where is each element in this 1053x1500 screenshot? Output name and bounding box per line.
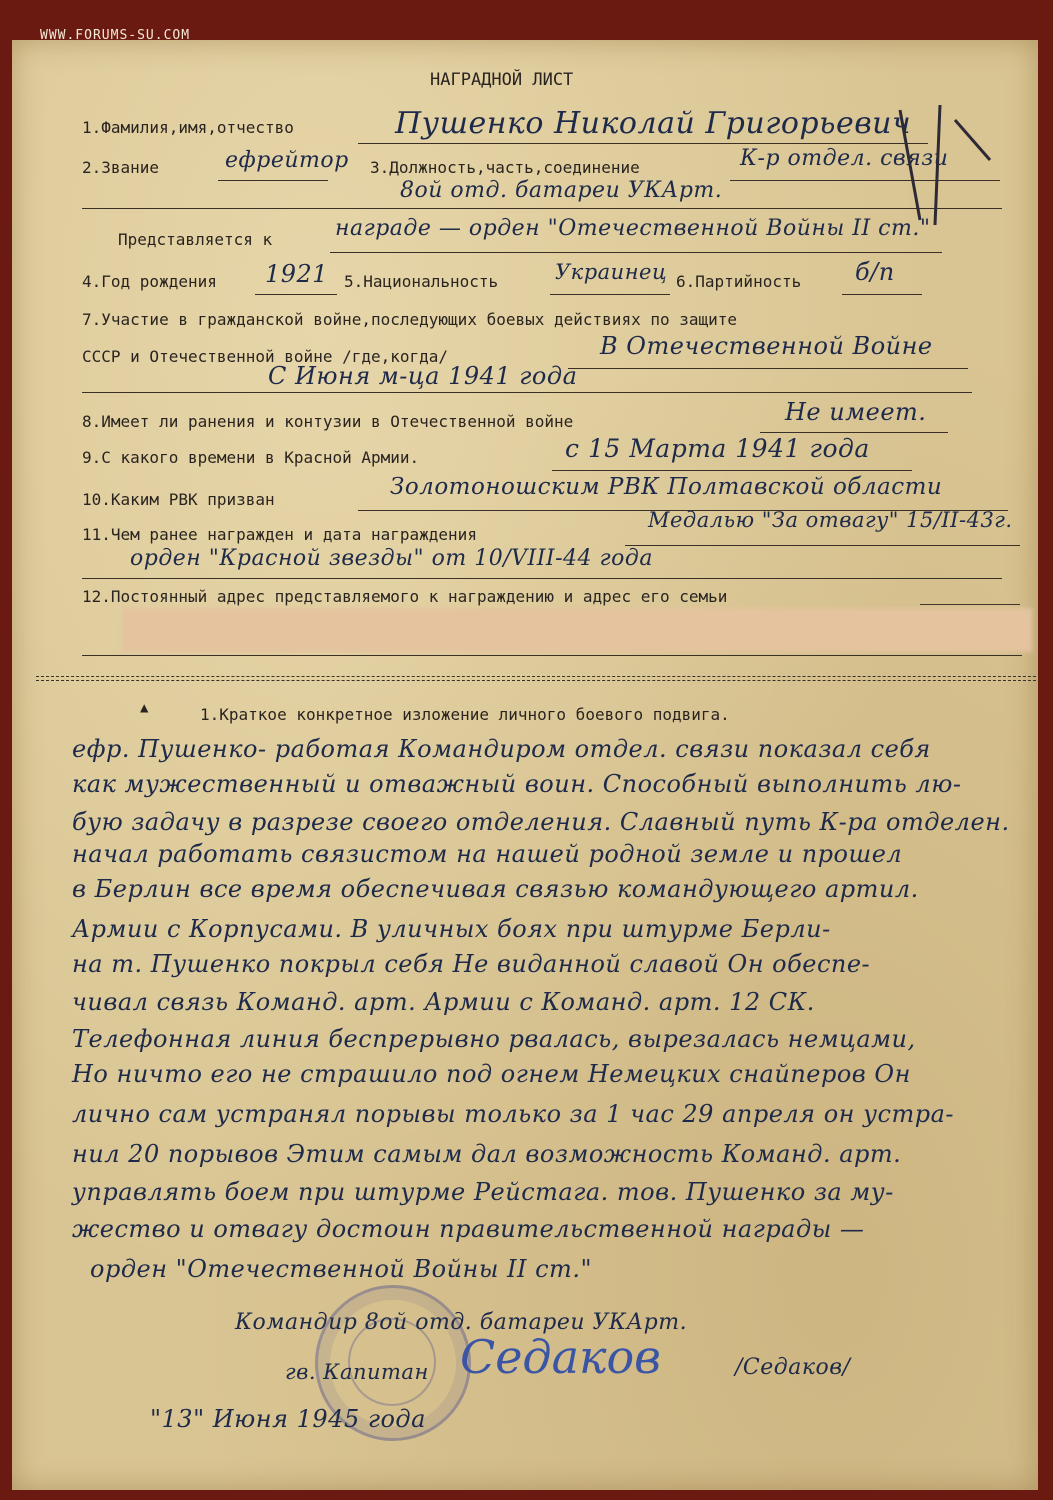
presented-label: Представляется к <box>118 230 273 249</box>
field-position-value-2: 8ой отд. батареи УКАрт. <box>400 178 723 203</box>
pen-mark-icon <box>880 100 1000 240</box>
narrative-line: Армии с Корпусами. В уличных боях при штурме Берли- <box>72 915 831 943</box>
field-participation-rule <box>568 368 968 369</box>
field-recruitment-label: 10.Каким РВК призван <box>82 490 275 509</box>
field-participation-rule-2 <box>82 392 972 393</box>
field-rank-rule <box>218 180 328 181</box>
field-prior-awards-label: 11.Чем ранее награжден и дата награждения <box>82 525 477 544</box>
watermark: WWW.FORUMS-SU.COM <box>40 28 191 43</box>
field-rank-label: 2.Звание <box>82 158 160 177</box>
field-party-label: 6.Партийность <box>676 272 802 291</box>
field-nationality-rule <box>550 294 670 295</box>
sheet-date: "13" Июня 1945 года <box>150 1405 426 1433</box>
field-position-value: К-р отдел. связи <box>740 146 949 171</box>
narrative-line: управлять боем при штурме Рейстага. тов. Пушенко за му- <box>72 1178 894 1206</box>
field-prior-awards-rule-2 <box>82 578 1002 579</box>
narrative-line: как мужественный и отважный воин. Способный выполнить лю- <box>72 770 962 798</box>
field-party-rule <box>842 294 922 295</box>
signatory-name: /Седаков/ <box>735 1355 851 1380</box>
presented-value: награде — орден "Отечественной Войны II ст." <box>335 216 931 241</box>
field-birth-year-rule <box>255 294 337 295</box>
field-position-label: 3.Должность,часть,соединение <box>370 158 640 177</box>
narrative-line: начал работать связистом на нашей родной земле и прошел <box>72 840 903 868</box>
narrative-line: чивал связь Команд. арт. Армии с Команд. арт. 12 СК. <box>72 988 815 1016</box>
field-prior-awards-value-2: орден "Красной звезды" от 10/VIII-44 года <box>130 546 653 571</box>
field-service-value: с 15 Марта 1941 года <box>565 434 870 463</box>
presented-rule <box>330 252 942 253</box>
field-participation-label-b: СССР и Отечественной войне /где,когда/ <box>82 347 449 366</box>
field-name-value: Пушенко Николай Григорьевич <box>395 106 912 141</box>
field-wounds-rule <box>760 432 948 433</box>
field-nationality-value: Украинец <box>555 260 668 284</box>
field-name-label: 1.Фамилия,имя,отчество <box>82 118 294 137</box>
narrative-line: Телефонная линия беспрерывно рвалась, вырезалась немцами, <box>72 1025 916 1053</box>
narrative-line: в Берлин все время обеспечивая связью командующего артил. <box>72 875 919 903</box>
redacted-address <box>122 608 1032 652</box>
signatory-rank: гв. Капитан <box>285 1360 429 1384</box>
narrative-line: ефр. Пушенко- работая Командиром отдел. связи показал себя <box>72 735 931 763</box>
field-participation-value-2: С Июня м-ца 1941 года <box>268 362 578 390</box>
field-prior-awards-rule <box>625 545 1020 546</box>
field-address-rule <box>920 604 1020 605</box>
narrative-line: жество и отвагу достоин правительственной награды — <box>72 1215 865 1243</box>
field-nationality-label: 5.Национальность <box>344 272 499 291</box>
section-divider <box>36 676 1036 681</box>
field-prior-awards-value: Медалью "За отвагу" 15/II-43г. <box>648 508 1013 532</box>
document-title: НАГРАДНОЙ ЛИСТ <box>430 70 574 90</box>
narrative-line: Но ничто его не страшило под огнем Немецких снайперов Он <box>72 1060 911 1088</box>
field-address-rule-2 <box>82 655 1022 656</box>
field-rank-value: ефрейтор <box>225 148 349 173</box>
narrative-line: орден "Отечественной Войны II ст." <box>90 1255 592 1283</box>
section-title: 1.Краткое конкретное изложение личного боевого подвига. <box>200 705 730 724</box>
field-participation-label-a: 7.Участие в гражданской войне,последующих боевых действиях по защите <box>82 310 738 329</box>
field-address-label: 12.Постоянный адрес представляемого к награждению и адрес его семьи <box>82 587 728 606</box>
field-birth-year-value: 1921 <box>265 260 329 288</box>
narrative-line: нил 20 порывов Этим самым дал возможность Команд. арт. <box>72 1140 902 1168</box>
field-service-label: 9.С какого времени в Красной Армии. <box>82 448 420 467</box>
field-recruitment-value: Золотоношским РВК Полтавской области <box>390 474 943 500</box>
field-birth-year-label: 4.Год рождения <box>82 272 217 291</box>
signature-scribble: Седаков <box>460 1330 661 1384</box>
field-name-rule <box>358 143 928 144</box>
narrative-line: на т. Пушенко покрыл себя Не виданной славой Он обеспе- <box>72 950 871 978</box>
signatory-position: Командир 8ой отд. батареи УКАрт. <box>235 1310 688 1335</box>
field-participation-value: В Отечественной Войне <box>600 332 933 360</box>
field-party-value: б/п <box>855 258 895 286</box>
field-wounds-value: Не имеет. <box>785 398 927 426</box>
field-service-rule <box>552 470 912 471</box>
field-position-rule-2 <box>82 208 1002 209</box>
narrative-line: бую задачу в разрезе своего отделения. Славный путь К-ра отделен. <box>72 808 1010 836</box>
field-wounds-label: 8.Имеет ли ранения и контузии в Отечественной войне <box>82 412 574 431</box>
margin-mark-icon: ▲ <box>140 700 149 716</box>
narrative-line: лично сам устранял порывы только за 1 час 29 апреля он устра- <box>72 1100 954 1128</box>
